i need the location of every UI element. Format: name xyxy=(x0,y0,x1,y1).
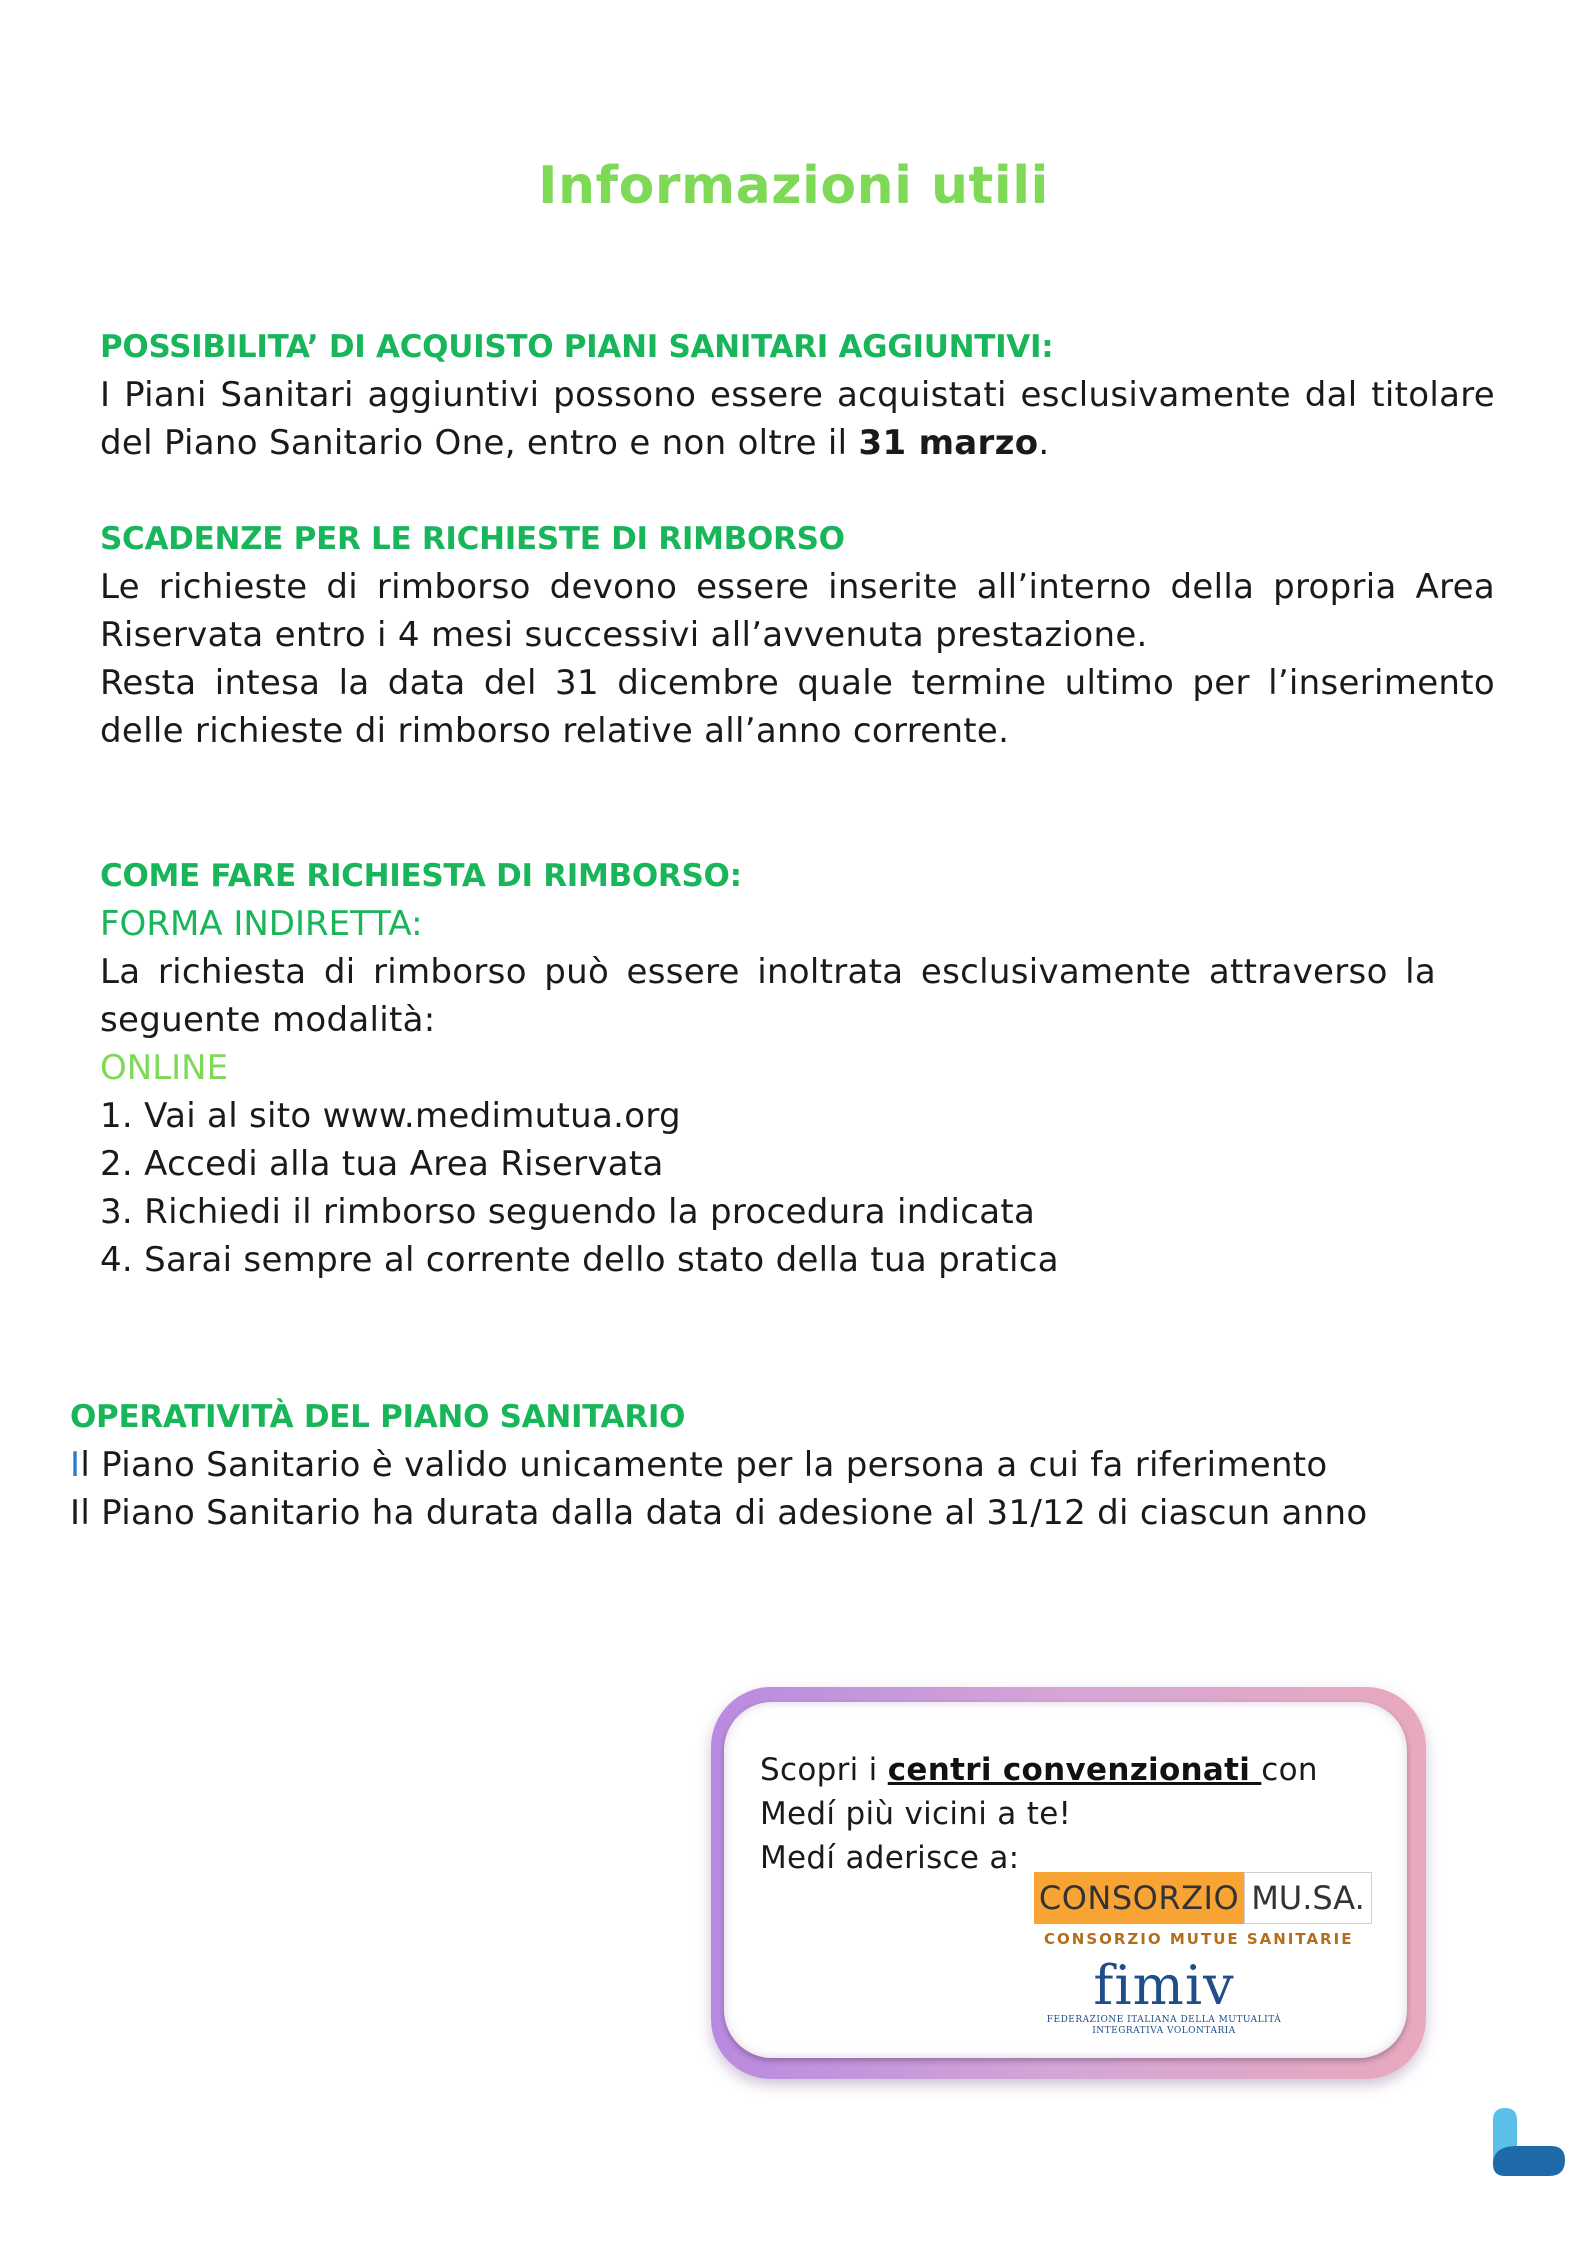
fimiv-logo-subtitle-1: FEDERAZIONE ITALIANA DELLA MUTUALITÀ xyxy=(1046,2015,1282,2025)
operativita-first-letter: I xyxy=(70,1445,81,1485)
promo-text xyxy=(760,1748,1400,1880)
promo-text-end: con Medí più vicini a te! xyxy=(760,1752,1318,1832)
step-item: 4. Sarai sempre al corrente dello stato della tua pratica xyxy=(100,1240,1059,1280)
musa-logo-right: MU.SA. xyxy=(1244,1872,1372,1924)
scadenze-paragraph-2: Resta intesa la data del 31 dicembre quale termine ultimo per l’inserimento delle richieste di rimborso relative all’anno corrente. xyxy=(100,663,1495,751)
section-richiesta xyxy=(100,852,1436,1284)
section-heading-richiesta: COME FARE RICHIESTA DI RIMBORSO: xyxy=(100,858,742,894)
step-item: 2. Accedi alla tua Area Riservata xyxy=(100,1144,664,1184)
operativita-line-2: Il Piano Sanitario ha durata dalla data di adesione al 31/12 di ciascun anno xyxy=(70,1493,1368,1533)
promo-box xyxy=(711,1687,1426,2079)
section-scadenze xyxy=(100,515,1495,755)
page-title: Informazioni utili xyxy=(538,156,1049,216)
online-label: ONLINE xyxy=(100,1048,229,1088)
steps-list xyxy=(100,1092,1436,1284)
musa-logo-subtitle: CONSORZIO MUTUE SANITARIE xyxy=(1044,1930,1354,1948)
centri-convenzionati-link[interactable]: centri convenzionati xyxy=(887,1752,1262,1788)
acquisto-deadline: 31 marzo xyxy=(858,423,1039,463)
section-heading-acquisto: POSSIBILITA’ DI ACQUISTO PIANI SANITARI AGGIUNTIVI: xyxy=(100,329,1054,365)
promo-card xyxy=(724,1702,1407,2058)
step-item: 1. Vai al sito www.medimutua.org xyxy=(100,1096,681,1136)
promo-text-start: Scopri i xyxy=(760,1752,888,1788)
fimiv-logo-subtitle-2: INTEGRATIVA VOLONTARIA xyxy=(1092,2026,1236,2036)
operativita-line-1-text: l Piano Sanitario è valido unicamente per la persona a cui fa riferimento xyxy=(80,1445,1328,1485)
operativita-line-1 xyxy=(70,1441,1465,1489)
scadenze-paragraph-1: Le richieste di rimborso devono essere inserite all’interno della propria Area Riservata entro i 4 mesi successivi all’avvenuta prestazione. xyxy=(100,567,1495,655)
section-heading-scadenze: SCADENZE PER LE RICHIESTE DI RIMBORSO xyxy=(100,521,845,557)
consorzio-musa-logo xyxy=(1034,1872,1372,1948)
musa-logo-left: CONSORZIO xyxy=(1034,1872,1244,1924)
section-heading-operativita: OPERATIVITÀ DEL PIANO SANITARIO xyxy=(70,1399,686,1435)
richiesta-intro: La richiesta di rimborso può essere inoltrata esclusivamente attraverso la seguente modalità: xyxy=(100,952,1436,1040)
adheres-label: Medí aderisce a: xyxy=(760,1840,1020,1876)
brand-logo-icon xyxy=(1487,2102,1567,2182)
acquisto-text-end: . xyxy=(1038,423,1050,463)
acquisto-text: I Piani Sanitari aggiuntivi possono essere acquistati esclusivamente dal titolare del Piano Sanitario One, entro e non oltre il xyxy=(100,375,1495,463)
fimiv-logo-word: fimiv xyxy=(1093,1954,1235,2017)
section-acquisto xyxy=(100,323,1495,467)
section-operativita xyxy=(70,1393,1465,1537)
acquisto-paragraph xyxy=(100,371,1495,467)
step-item: 3. Richiedi il rimborso seguendo la procedura indicata xyxy=(100,1192,1036,1232)
forma-indiretta-label: FORMA INDIRETTA: xyxy=(100,904,423,944)
fimiv-logo xyxy=(1024,1954,1304,2037)
